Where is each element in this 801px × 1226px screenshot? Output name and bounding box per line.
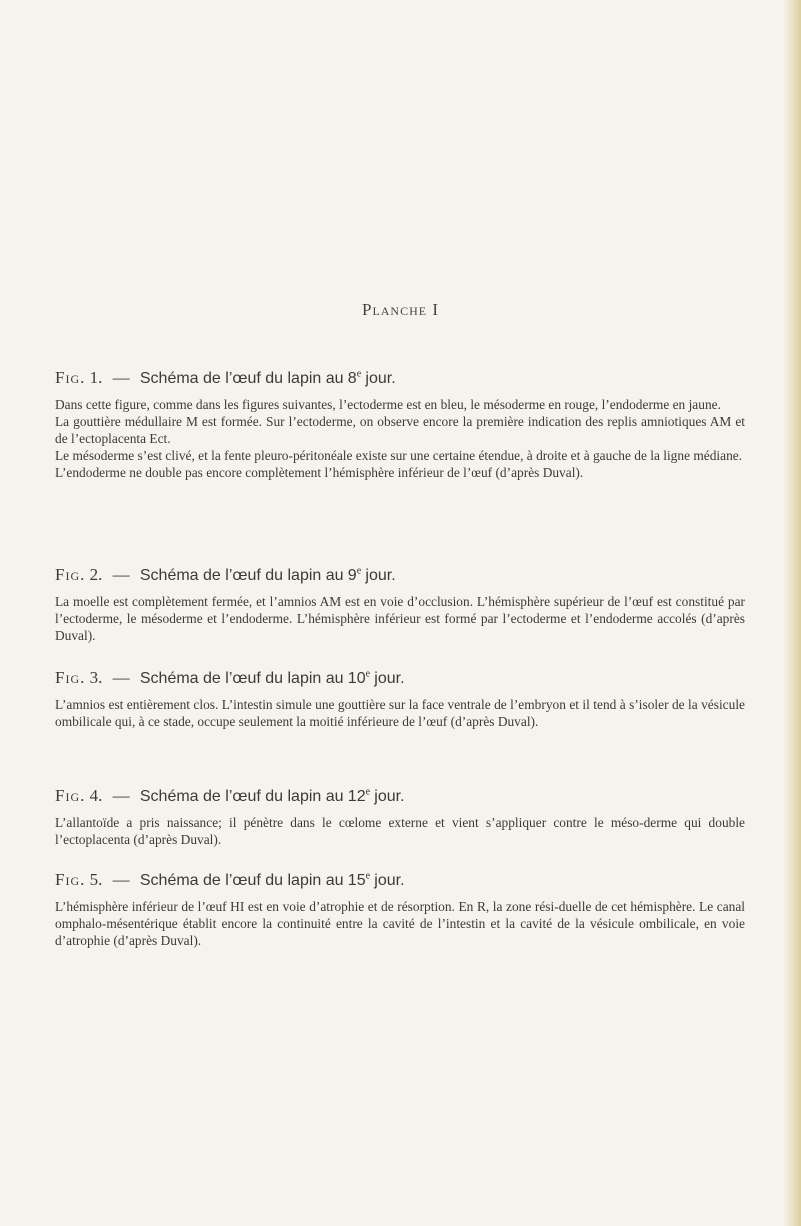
paragraph: L’amnios est entièrement clos. L’intestin simule une gouttière sur la face ventrale de l’embryon et il tend à s’isoler de la vésicule ombilicale qui, à ce stade, occupe seulement la moitié inférieure de l’œuf (d’après Duval). [55, 697, 745, 729]
figure-jour: jour. [374, 872, 405, 889]
figure-number: 3. [89, 668, 103, 687]
figure-heading: Fig. 3. — Schéma de l’œuf du lapin au 10e jour. [55, 668, 405, 687]
figure-jour: jour. [365, 567, 396, 584]
figure-title: Schéma de l’œuf du lapin au [139, 670, 344, 687]
figure-day-suffix: e [365, 786, 371, 798]
paragraph: Dans cette figure, comme dans les figures suivantes, l’ectoderme est en bleu, le mésoderme en rouge, l’endoderme en jaune. [55, 397, 721, 412]
figure-number: 5. [89, 870, 103, 889]
paragraph: L’endoderme ne double pas encore complètement l’hémisphère inférieur de l’œuf (d’après Duval). [55, 465, 584, 480]
plate-title: Planche I [361, 300, 440, 319]
paragraph: Le mésoderme s’est clivé, et la fente pleuro-péritonéale existe sur une certaine étendue, à droite et à gauche de la ligne médiane. [55, 448, 743, 463]
figure-day-suffix: e [365, 668, 371, 680]
figure-label: Fig. [55, 786, 86, 805]
figure-label: Fig. [55, 368, 86, 387]
figure-day: 12 [347, 788, 366, 805]
figure-jour: jour. [374, 670, 405, 687]
figure-caption-5 [55, 870, 745, 949]
figure-day-suffix: e [356, 368, 362, 380]
figure-label: Fig. [55, 870, 86, 889]
figure-jour: jour. [365, 370, 396, 387]
figure-heading: Fig. 5. — Schéma de l’œuf du lapin au 15e jour. [55, 870, 405, 889]
figure-day: 15 [347, 872, 366, 889]
figure-caption-4 [55, 786, 745, 848]
figure-label: Fig. [55, 668, 86, 687]
figure-number: 2. [89, 565, 103, 584]
figure-caption-3 [55, 668, 745, 730]
figure-title: Schéma de l’œuf du lapin au [139, 567, 344, 584]
paragraph: La moelle est complètement fermée, et l’amnios AM est en voie d’occlusion. L’hémisphère supérieur de l’œuf est constitué par l’ectoderme, le mésoderme et l’endoderme. L’hémisphère inférieur est formé par l’ectoderme et l’endoderme accolés (d’après Duval). [55, 594, 745, 643]
figure-caption-2 [55, 565, 745, 644]
figure-title: Schéma de l’œuf du lapin au [139, 872, 344, 889]
figure-day: 8 [347, 370, 357, 387]
figure-day: 9 [347, 567, 357, 584]
figure-number: 4. [89, 786, 103, 805]
paragraph: L’allantoïde a pris naissance; il pénètre dans le cœlome externe et vient s’appliquer contre le méso-derme qui double l’ectoplacenta (d’après Duval). [55, 815, 745, 847]
figure-day-suffix: e [365, 870, 371, 882]
page-edge [783, 0, 801, 1226]
figure-heading: Fig. 1. — Schéma de l’œuf du lapin au 8e jour. [55, 368, 396, 387]
paragraph: L’hémisphère inférieur de l’œuf HI est en voie d’atrophie et de résorption. En R, la zone rési-duelle de cet hémisphère. Le canal omphalo-mésentérique établit encore la continuité entre la cavité de l’intestin et la cavité de la vésicule ombilicale, en voie d’atrophie (d’après Duval). [55, 899, 745, 948]
figure-heading: Fig. 4. — Schéma de l’œuf du lapin au 12e jour. [55, 786, 405, 805]
figure-label: Fig. [55, 565, 86, 584]
figure-title: Schéma de l’œuf du lapin au [139, 370, 344, 387]
figure-title: Schéma de l’œuf du lapin au [139, 788, 344, 805]
figure-day-suffix: e [356, 565, 362, 577]
figure-number: 1. [89, 368, 103, 387]
figure-caption-1 [55, 368, 745, 481]
figure-day: 10 [347, 670, 366, 687]
figure-jour: jour. [374, 788, 405, 805]
figure-heading: Fig. 2. — Schéma de l’œuf du lapin au 9e jour. [55, 565, 396, 584]
paragraph: La gouttière médullaire M est formée. Sur l’ectoderme, on observe encore la première indication des replis amniotiques AM et de l’ectoplacenta Ect. [55, 414, 745, 446]
